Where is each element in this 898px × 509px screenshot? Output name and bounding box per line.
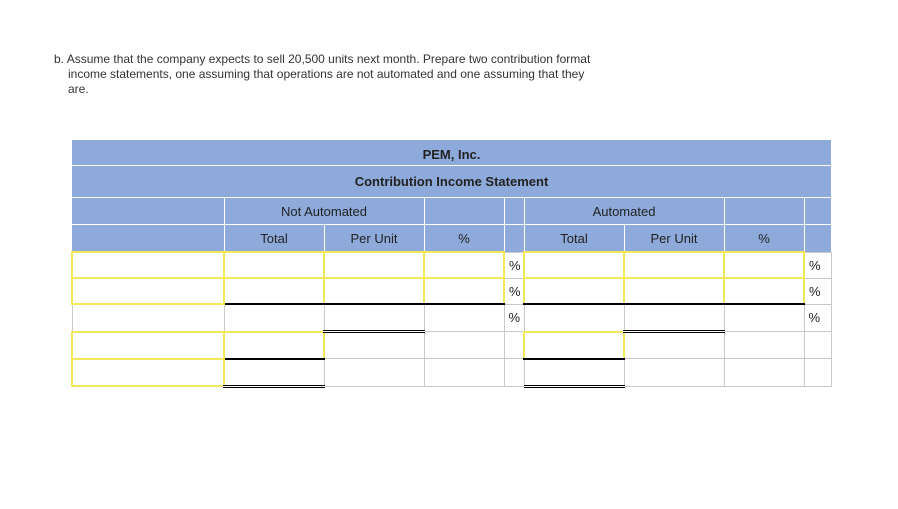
total-input-not-automated[interactable]	[224, 278, 324, 304]
header-blank	[72, 198, 224, 225]
question-line-2: income statements, one assuming that operations are not automated and one assuming that they	[68, 67, 585, 81]
per-unit-cell-automated	[624, 304, 724, 332]
total-input-not-automated[interactable]	[224, 332, 324, 359]
label-cell	[72, 304, 224, 332]
income-statement-table	[71, 139, 832, 388]
percent-cell-not-automated	[424, 304, 504, 332]
company-name: PEM, Inc.	[72, 140, 831, 166]
col-total-automated: Total	[524, 225, 624, 253]
per-unit-cell-not-automated	[324, 304, 424, 332]
per-unit-input-automated[interactable]	[624, 252, 724, 278]
group-automated: Automated	[524, 198, 724, 225]
percent-cell-automated	[724, 304, 804, 332]
spacer-cell	[504, 359, 524, 387]
total-cell-automated	[524, 304, 624, 332]
percent-input-automated[interactable]	[724, 278, 804, 304]
per-unit-input-not-automated[interactable]	[324, 278, 424, 304]
total-input-automated[interactable]	[524, 278, 624, 304]
per-unit-cell-automated	[624, 359, 724, 387]
label-input[interactable]	[72, 278, 224, 304]
col-per-unit-not-automated: Per Unit	[324, 225, 424, 253]
label-input[interactable]	[72, 359, 224, 387]
per-unit-input-automated[interactable]	[624, 278, 724, 304]
group-not-automated: Not Automated	[224, 198, 424, 225]
total-input-not-automated[interactable]	[224, 252, 324, 278]
total-input-automated[interactable]	[524, 332, 624, 359]
spacer-cell	[804, 359, 831, 387]
header-blank	[504, 198, 524, 225]
percent-symbol: %	[504, 252, 524, 278]
total-cell-not-automated	[224, 359, 324, 387]
header-blank	[804, 225, 831, 253]
total-cell-not-automated	[224, 304, 324, 332]
percent-symbol: %	[804, 278, 831, 304]
percent-input-automated[interactable]	[724, 252, 804, 278]
per-unit-input-not-automated[interactable]	[324, 252, 424, 278]
percent-symbol: %	[504, 278, 524, 304]
percent-cell-not-automated	[424, 359, 504, 387]
col-per-unit-automated: Per Unit	[624, 225, 724, 253]
question-line-3: are.	[68, 82, 89, 96]
total-cell-automated	[524, 359, 624, 387]
percent-cell-automated	[724, 359, 804, 387]
percent-symbol: %	[504, 304, 524, 332]
header-blank	[504, 225, 524, 253]
per-unit-cell-not-automated	[324, 359, 424, 387]
question-line-1: b. Assume that the company expects to sell 20,500 units next month. Prepare two contribution format	[54, 52, 591, 66]
percent-cell-automated	[724, 332, 804, 359]
col-percent-automated: %	[724, 225, 804, 253]
col-percent-not-automated: %	[424, 225, 504, 253]
col-total-not-automated: Total	[224, 225, 324, 253]
spacer-cell	[504, 332, 524, 359]
spacer-cell	[804, 332, 831, 359]
percent-symbol: %	[804, 304, 831, 332]
percent-cell-not-automated	[424, 332, 504, 359]
header-blank	[72, 225, 224, 253]
per-unit-cell-not-automated	[324, 332, 424, 359]
question-prompt	[54, 52, 654, 97]
header-blank	[424, 198, 504, 225]
header-blank	[724, 198, 804, 225]
header-blank	[804, 198, 831, 225]
percent-input-not-automated[interactable]	[424, 278, 504, 304]
percent-symbol: %	[804, 252, 831, 278]
label-input[interactable]	[72, 332, 224, 359]
statement-title: Contribution Income Statement	[72, 166, 831, 198]
percent-input-not-automated[interactable]	[424, 252, 504, 278]
total-input-automated[interactable]	[524, 252, 624, 278]
per-unit-cell-automated	[624, 332, 724, 359]
label-input[interactable]	[72, 252, 224, 278]
